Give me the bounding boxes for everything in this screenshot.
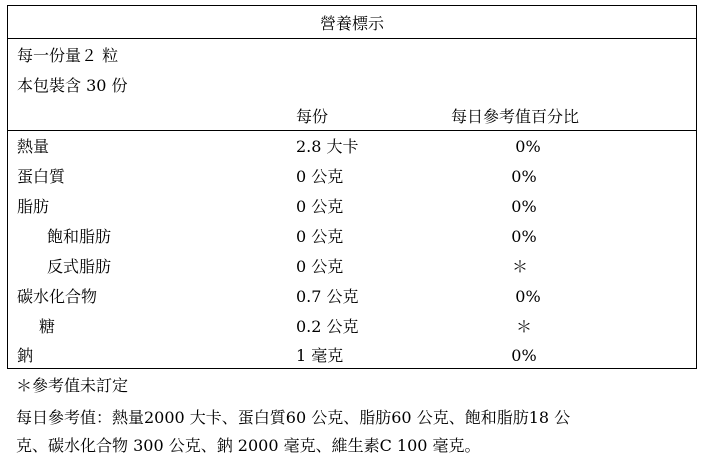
nutrient-per-serving: 1 毫克	[296, 346, 344, 365]
nutrient-name: 碳水化合物	[17, 287, 98, 306]
nutrient-name: 飽和脂肪	[47, 227, 112, 246]
nutrition-label	[7, 5, 697, 369]
nutrient-daily-value: ＊	[511, 257, 528, 276]
nutrient-per-serving: 0 公克	[296, 227, 344, 246]
serving-size: 每一份量２ 粒	[17, 46, 119, 65]
nutrient-name: 反式脂肪	[47, 257, 112, 276]
column-header-daily-value: 每日參考值百分比	[451, 107, 580, 126]
servings-per-package: 本包裝含 30 份	[17, 76, 128, 95]
nutrient-name: 糖	[39, 317, 56, 336]
nutrient-daily-value: 0%	[511, 346, 537, 365]
nutrient-daily-value: 0%	[511, 167, 537, 186]
nutrient-name: 熱量	[17, 137, 50, 156]
nutrient-per-serving: 0.2 公克	[296, 317, 359, 336]
footnote: ＊參考值未訂定	[16, 376, 129, 395]
nutrient-per-serving: 0.7 公克	[296, 287, 359, 306]
daily-reference-values-line2: 克、碳水化合物 300 公克、鈉 2000 毫克、維生素C 100 毫克。	[16, 436, 481, 455]
label-title: 營養標示	[319, 14, 384, 33]
nutrient-daily-value: 0%	[515, 137, 541, 156]
nutrient-per-serving: 2.8 大卡	[296, 137, 359, 156]
daily-reference-values-line1: 每日參考值：熱量2000 大卡、蛋白質60 公克、脂肪60 公克、飽和脂肪18 公	[16, 408, 571, 427]
nutrient-name: 脂肪	[17, 197, 50, 216]
nutrient-daily-value: 0%	[511, 197, 537, 216]
nutrient-per-serving: 0 公克	[296, 257, 344, 276]
nutrient-daily-value: ＊	[515, 317, 532, 336]
column-header-per-serving: 每份	[296, 107, 329, 126]
nutrient-name: 鈉	[17, 346, 34, 365]
nutrient-name: 蛋白質	[17, 167, 66, 186]
nutrient-daily-value: 0%	[515, 287, 541, 306]
nutrient-per-serving: 0 公克	[296, 167, 344, 186]
nutrient-per-serving: 0 公克	[296, 197, 344, 216]
title-divider	[8, 38, 696, 39]
header-divider	[8, 130, 696, 131]
nutrient-daily-value: 0%	[511, 227, 537, 246]
